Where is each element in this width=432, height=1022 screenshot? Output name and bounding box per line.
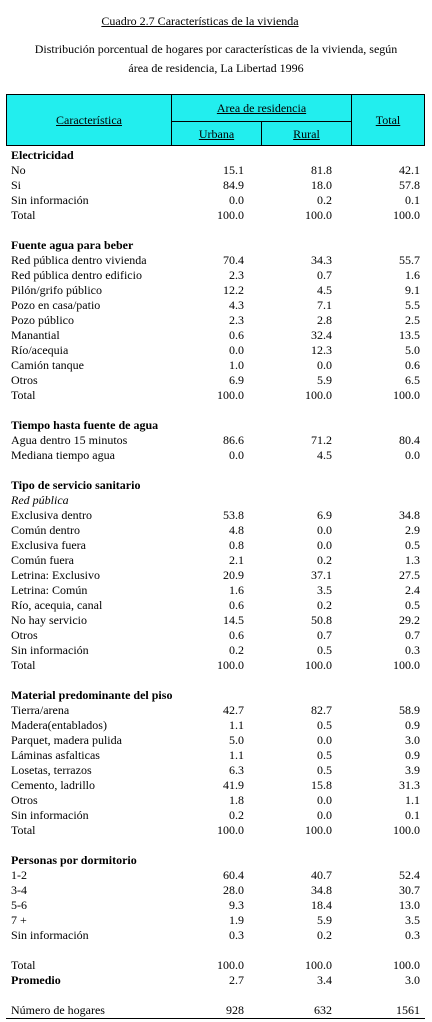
total-value: 100.0 — [393, 208, 420, 222]
total-value: 80.4 — [399, 433, 420, 447]
table-row — [0, 973, 432, 988]
total-value: 42.1 — [399, 163, 420, 177]
spacer-row — [0, 403, 432, 418]
row-label: Sin información — [11, 928, 89, 942]
total-value: 1561 — [396, 1003, 420, 1017]
row-label: Otros — [11, 793, 38, 807]
section-heading-row — [0, 688, 432, 703]
urbana-value: 41.9 — [223, 778, 244, 792]
urbana-value: 12.2 — [223, 283, 244, 297]
table-row — [0, 718, 432, 733]
urbana-value: 42.7 — [223, 703, 244, 717]
urbana-value: 1.9 — [229, 913, 244, 927]
urbana-value: 0.6 — [229, 628, 244, 642]
row-label: Total — [11, 958, 36, 972]
section-heading-row — [0, 238, 432, 253]
row-label: Total — [11, 823, 36, 837]
urbana-value: 100.0 — [217, 823, 244, 837]
header-caracteristica: Característica — [7, 95, 172, 145]
row-label: Red pública dentro vivienda — [11, 253, 147, 267]
urbana-value: 0.0 — [229, 448, 244, 462]
total-value: 13.5 — [399, 328, 420, 342]
urbana-value: 1.6 — [229, 583, 244, 597]
table-subtitle-line1: Distribución porcentual de hogares por características de la vivienda, según — [34, 42, 398, 56]
table-row — [0, 538, 432, 553]
row-label: Otros — [11, 628, 38, 642]
rural-value: 18.0 — [311, 178, 332, 192]
rural-value: 0.5 — [317, 748, 332, 762]
rural-value: 81.8 — [311, 163, 332, 177]
table-row — [0, 868, 432, 883]
total-value: 9.1 — [405, 283, 420, 297]
total-value: 100.0 — [393, 958, 420, 972]
row-label: Exclusiva dentro — [11, 508, 92, 522]
table-row — [0, 793, 432, 808]
spacer-row — [0, 838, 432, 853]
row-label: Red pública dentro edificio — [11, 268, 142, 282]
table-row — [0, 748, 432, 763]
row-label: Letrina: Exclusivo — [11, 568, 100, 582]
total-value: 2.9 — [405, 523, 420, 537]
row-label: Pozo en casa/patio — [11, 298, 101, 312]
rural-value: 15.8 — [311, 778, 332, 792]
row-label: Otros — [11, 373, 38, 387]
row-label: Material predominante del piso — [11, 688, 173, 702]
total-value: 3.5 — [405, 913, 420, 927]
total-value: 0.9 — [405, 718, 420, 732]
rural-value: 3.4 — [317, 973, 332, 987]
table-row — [0, 388, 432, 403]
row-label: Número de hogares — [11, 1003, 105, 1017]
row-label: Tierra/arena — [11, 703, 70, 717]
table-row — [0, 598, 432, 613]
table-subtitle-line2: área de residencia, La Libertad 1996 — [128, 61, 304, 75]
total-value: 29.2 — [399, 613, 420, 627]
table-row — [0, 328, 432, 343]
rural-value: 6.9 — [317, 508, 332, 522]
row-label: No — [11, 163, 26, 177]
urbana-value: 86.6 — [223, 433, 244, 447]
table-row — [0, 178, 432, 193]
urbana-value: 1.0 — [229, 358, 244, 372]
row-label: Tiempo hasta fuente de agua — [11, 418, 159, 432]
table-row — [0, 193, 432, 208]
rural-value: 100.0 — [305, 658, 332, 672]
table-row — [0, 823, 432, 838]
total-value: 2.4 — [405, 583, 420, 597]
rural-value: 0.0 — [317, 733, 332, 747]
urbana-value: 100.0 — [217, 958, 244, 972]
table-row — [0, 958, 432, 973]
row-label: Total — [11, 208, 36, 222]
section-heading-row — [0, 418, 432, 433]
rural-value: 0.2 — [317, 553, 332, 567]
table-row — [0, 253, 432, 268]
urbana-value: 84.9 — [223, 178, 244, 192]
total-value: 0.7 — [405, 628, 420, 642]
row-label: Pilón/grifo público — [11, 283, 102, 297]
total-value: 0.6 — [405, 358, 420, 372]
total-value: 0.9 — [405, 748, 420, 762]
rural-value: 0.2 — [317, 193, 332, 207]
table-row — [0, 778, 432, 793]
urbana-value: 15.1 — [223, 163, 244, 177]
row-label: Letrina: Común — [11, 583, 88, 597]
header-urbana: Urbana — [172, 122, 262, 145]
row-label: Personas por dormitorio — [11, 853, 137, 867]
urbana-value: 100.0 — [217, 208, 244, 222]
row-label: Total — [11, 658, 36, 672]
table-row — [0, 1003, 432, 1018]
rural-value: 0.7 — [317, 268, 332, 282]
urbana-value: 53.8 — [223, 508, 244, 522]
row-label: Exclusiva fuera — [11, 538, 86, 552]
rural-value: 7.1 — [317, 298, 332, 312]
table-row — [0, 613, 432, 628]
rural-value: 2.8 — [317, 313, 332, 327]
table-row — [0, 643, 432, 658]
row-label: Promedio — [11, 973, 61, 987]
urbana-value: 2.3 — [229, 268, 244, 282]
spacer-row — [0, 463, 432, 478]
table-row — [0, 283, 432, 298]
row-label: Fuente agua para beber — [11, 238, 134, 252]
total-value: 27.5 — [399, 568, 420, 582]
header-rural: Rural — [262, 122, 352, 145]
table-row — [0, 583, 432, 598]
urbana-value: 100.0 — [217, 658, 244, 672]
row-label: 1-2 — [11, 868, 27, 882]
rural-value: 100.0 — [305, 958, 332, 972]
total-value: 2.5 — [405, 313, 420, 327]
urbana-value: 0.8 — [229, 538, 244, 552]
rural-value: 82.7 — [311, 703, 332, 717]
table-row — [0, 298, 432, 313]
header-area-residencia: Area de residencia — [172, 95, 352, 122]
total-value: 5.0 — [405, 343, 420, 357]
row-label: Madera(entablados) — [11, 718, 107, 732]
urbana-value: 6.9 — [229, 373, 244, 387]
urbana-value: 1.1 — [229, 748, 244, 762]
table-row — [0, 628, 432, 643]
spacer-row — [0, 943, 432, 958]
rural-value: 0.0 — [317, 808, 332, 822]
rural-value: 34.3 — [311, 253, 332, 267]
row-label: Láminas asfalticas — [11, 748, 100, 762]
urbana-value: 928 — [226, 1003, 244, 1017]
row-label: Electricidad — [11, 148, 74, 162]
row-label: 3-4 — [11, 883, 27, 897]
row-label: Parquet, madera pulida — [11, 733, 122, 747]
section-heading-row — [0, 853, 432, 868]
table-row — [0, 703, 432, 718]
total-value: 0.0 — [405, 448, 420, 462]
table-row — [0, 313, 432, 328]
row-label: Total — [11, 388, 36, 402]
row-label: Sin información — [11, 193, 89, 207]
urbana-value: 0.6 — [229, 328, 244, 342]
spacer-row — [0, 223, 432, 238]
table-row — [0, 898, 432, 913]
rural-value: 0.0 — [317, 793, 332, 807]
urbana-value: 28.0 — [223, 883, 244, 897]
rural-value: 0.0 — [317, 523, 332, 537]
table-row — [0, 508, 432, 523]
row-label: Río/acequia — [11, 343, 69, 357]
rural-value: 32.4 — [311, 328, 332, 342]
table-row — [0, 268, 432, 283]
total-value: 31.3 — [399, 778, 420, 792]
table-row — [0, 433, 432, 448]
rural-value: 4.5 — [317, 283, 332, 297]
table-title: Cuadro 2.7 Características de la vivienda — [101, 14, 299, 28]
total-value: 52.4 — [399, 868, 420, 882]
total-value: 1.1 — [405, 793, 420, 807]
urbana-value: 6.3 — [229, 763, 244, 777]
rural-value: 0.7 — [317, 628, 332, 642]
total-value: 0.5 — [405, 598, 420, 612]
total-value: 55.7 — [399, 253, 420, 267]
urbana-value: 2.1 — [229, 553, 244, 567]
urbana-value: 70.4 — [223, 253, 244, 267]
total-value: 6.5 — [405, 373, 420, 387]
total-value: 0.5 — [405, 538, 420, 552]
urbana-value: 0.2 — [229, 808, 244, 822]
rural-value: 0.5 — [317, 643, 332, 657]
urbana-value: 20.9 — [223, 568, 244, 582]
table-row — [0, 523, 432, 538]
row-label: Sin información — [11, 808, 89, 822]
total-value: 3.0 — [405, 973, 420, 987]
table-row — [0, 208, 432, 223]
total-value: 100.0 — [393, 658, 420, 672]
urbana-value: 100.0 — [217, 388, 244, 402]
urbana-value: 0.6 — [229, 598, 244, 612]
subsection-row — [0, 493, 432, 508]
urbana-value: 4.3 — [229, 298, 244, 312]
total-value: 58.9 — [399, 703, 420, 717]
rural-value: 3.5 — [317, 583, 332, 597]
row-label: Pozo público — [11, 313, 74, 327]
urbana-value: 0.3 — [229, 928, 244, 942]
urbana-value: 60.4 — [223, 868, 244, 882]
table-row — [0, 928, 432, 943]
table-row — [0, 808, 432, 823]
total-value: 100.0 — [393, 388, 420, 402]
total-value: 13.0 — [399, 898, 420, 912]
total-value: 3.9 — [405, 763, 420, 777]
rural-value: 12.3 — [311, 343, 332, 357]
row-label: Manantial — [11, 328, 60, 342]
row-label: Red pública — [11, 493, 69, 507]
rural-value: 34.8 — [311, 883, 332, 897]
table-header — [6, 94, 425, 146]
rural-value: 5.9 — [317, 913, 332, 927]
row-label: 7 + — [11, 913, 27, 927]
row-label: Sin información — [11, 643, 89, 657]
total-value: 0.1 — [405, 808, 420, 822]
table-row — [0, 763, 432, 778]
table-row — [0, 658, 432, 673]
rural-value: 18.4 — [311, 898, 332, 912]
table-row — [0, 568, 432, 583]
bottom-rule — [6, 1018, 425, 1019]
rural-value: 5.9 — [317, 373, 332, 387]
total-value: 34.8 — [399, 508, 420, 522]
rural-value: 40.7 — [311, 868, 332, 882]
total-value: 57.8 — [399, 178, 420, 192]
urbana-value: 5.0 — [229, 733, 244, 747]
row-label: Río, acequia, canal — [11, 598, 103, 612]
rural-value: 0.2 — [317, 928, 332, 942]
table-row — [0, 883, 432, 898]
section-heading-row — [0, 478, 432, 493]
table-row — [0, 733, 432, 748]
table-row — [0, 163, 432, 178]
table-row — [0, 358, 432, 373]
rural-value: 100.0 — [305, 823, 332, 837]
spacer-row — [0, 988, 432, 1003]
urbana-value: 2.7 — [229, 973, 244, 987]
total-value: 1.3 — [405, 553, 420, 567]
urbana-value: 0.0 — [229, 343, 244, 357]
rural-value: 50.8 — [311, 613, 332, 627]
rural-value: 0.5 — [317, 763, 332, 777]
total-value: 0.3 — [405, 928, 420, 942]
row-label: Cemento, ladrillo — [11, 778, 95, 792]
table-row — [0, 373, 432, 388]
rural-value: 4.5 — [317, 448, 332, 462]
urbana-value: 2.3 — [229, 313, 244, 327]
section-heading-row — [0, 148, 432, 163]
urbana-value: 9.3 — [229, 898, 244, 912]
row-label: Si — [11, 178, 22, 192]
rural-value: 0.0 — [317, 538, 332, 552]
spacer-row — [0, 673, 432, 688]
urbana-value: 1.8 — [229, 793, 244, 807]
total-value: 0.1 — [405, 193, 420, 207]
row-label: No hay servicio — [11, 613, 87, 627]
rural-value: 100.0 — [305, 388, 332, 402]
urbana-value: 14.5 — [223, 613, 244, 627]
total-value: 1.6 — [405, 268, 420, 282]
rural-value: 0.0 — [317, 358, 332, 372]
row-label: Común fuera — [11, 553, 74, 567]
row-label: Camión tanque — [11, 358, 84, 372]
rural-value: 0.2 — [317, 598, 332, 612]
table-row — [0, 448, 432, 463]
row-label: Común dentro — [11, 523, 80, 537]
rural-value: 100.0 — [305, 208, 332, 222]
rural-value: 71.2 — [311, 433, 332, 447]
total-value: 30.7 — [399, 883, 420, 897]
urbana-value: 4.8 — [229, 523, 244, 537]
rural-value: 0.5 — [317, 718, 332, 732]
row-label: Tipo de servicio sanitario — [11, 478, 141, 492]
urbana-value: 0.0 — [229, 193, 244, 207]
row-label: Agua dentro 15 minutos — [11, 433, 128, 447]
total-value: 100.0 — [393, 823, 420, 837]
table-body — [0, 148, 432, 1018]
table-row — [0, 553, 432, 568]
table-row — [0, 343, 432, 358]
row-label: 5-6 — [11, 898, 27, 912]
row-label: Losetas, terrazos — [11, 763, 92, 777]
row-label: Mediana tiempo agua — [11, 448, 115, 462]
rural-value: 37.1 — [311, 568, 332, 582]
total-value: 5.5 — [405, 298, 420, 312]
total-value: 3.0 — [405, 733, 420, 747]
urbana-value: 1.1 — [229, 718, 244, 732]
table-row — [0, 913, 432, 928]
total-value: 0.3 — [405, 643, 420, 657]
rural-value: 632 — [314, 1003, 332, 1017]
header-total: Total — [375, 113, 401, 127]
urbana-value: 0.2 — [229, 643, 244, 657]
